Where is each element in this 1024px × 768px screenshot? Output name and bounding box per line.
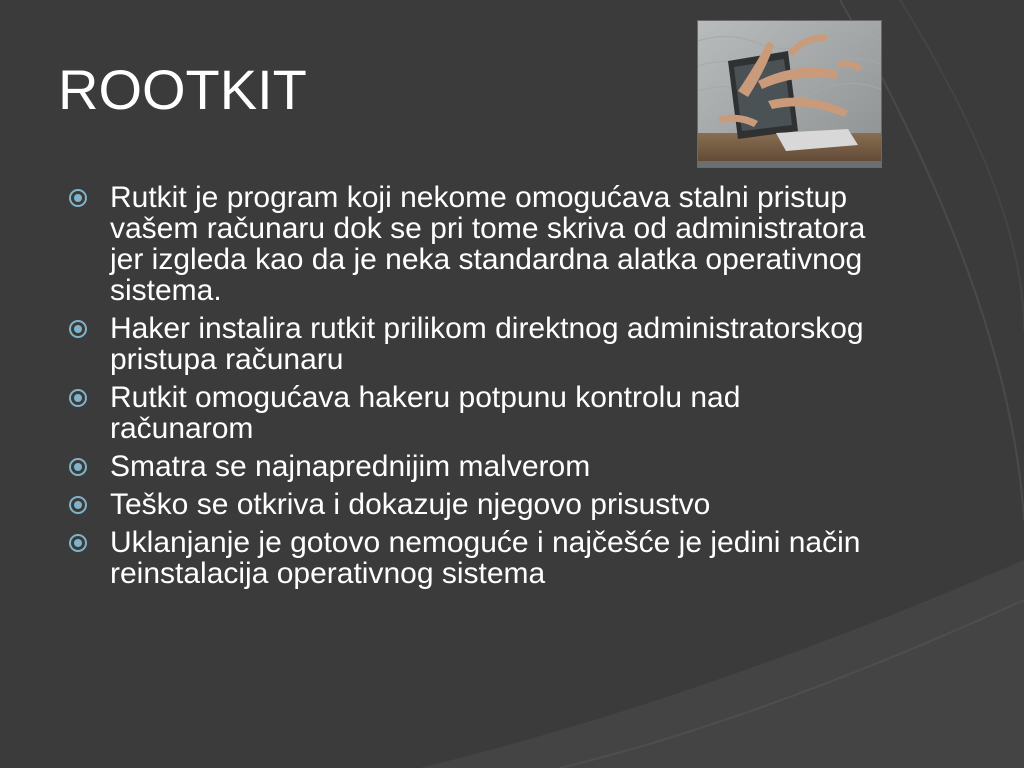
circle-bullet-icon [68, 495, 88, 515]
circle-bullet-icon [68, 319, 88, 339]
circle-bullet-icon [68, 188, 88, 208]
bullet-list [68, 182, 868, 596]
bullet-text: Rutkit je program koji nekome omogućava stalni pristup vašem računaru dok se pri tome skriva od administratora jer izgleda kao da je neka standardna alatka operativnog sistema. [110, 181, 866, 307]
list-item [68, 451, 868, 482]
list-item [68, 382, 868, 444]
bullet-text: Teško se otkriva i dokazuje njegovo prisustvo [110, 488, 711, 521]
hands-from-monitor-photo [697, 20, 882, 168]
bullet-text: Uklanjanje je gotovo nemoguće i najčešće je jedini način reinstalacija operativnog sistema [110, 526, 861, 590]
circle-bullet-icon [68, 388, 88, 408]
bullet-text: Haker instalira rutkit prilikom direktnog administratorskog pristupa računaru [110, 312, 864, 376]
list-item [68, 313, 868, 375]
bullet-text: Rutkit omogućava hakeru potpunu kontrolu nad računarom [110, 381, 741, 445]
circle-bullet-icon [68, 533, 88, 553]
list-item [68, 182, 868, 306]
bullet-text: Smatra se najnaprednijim malverom [110, 450, 591, 483]
list-item [68, 489, 868, 520]
list-item [68, 527, 868, 589]
slide-title: ROOTKIT [58, 58, 307, 121]
circle-bullet-icon [68, 457, 88, 477]
